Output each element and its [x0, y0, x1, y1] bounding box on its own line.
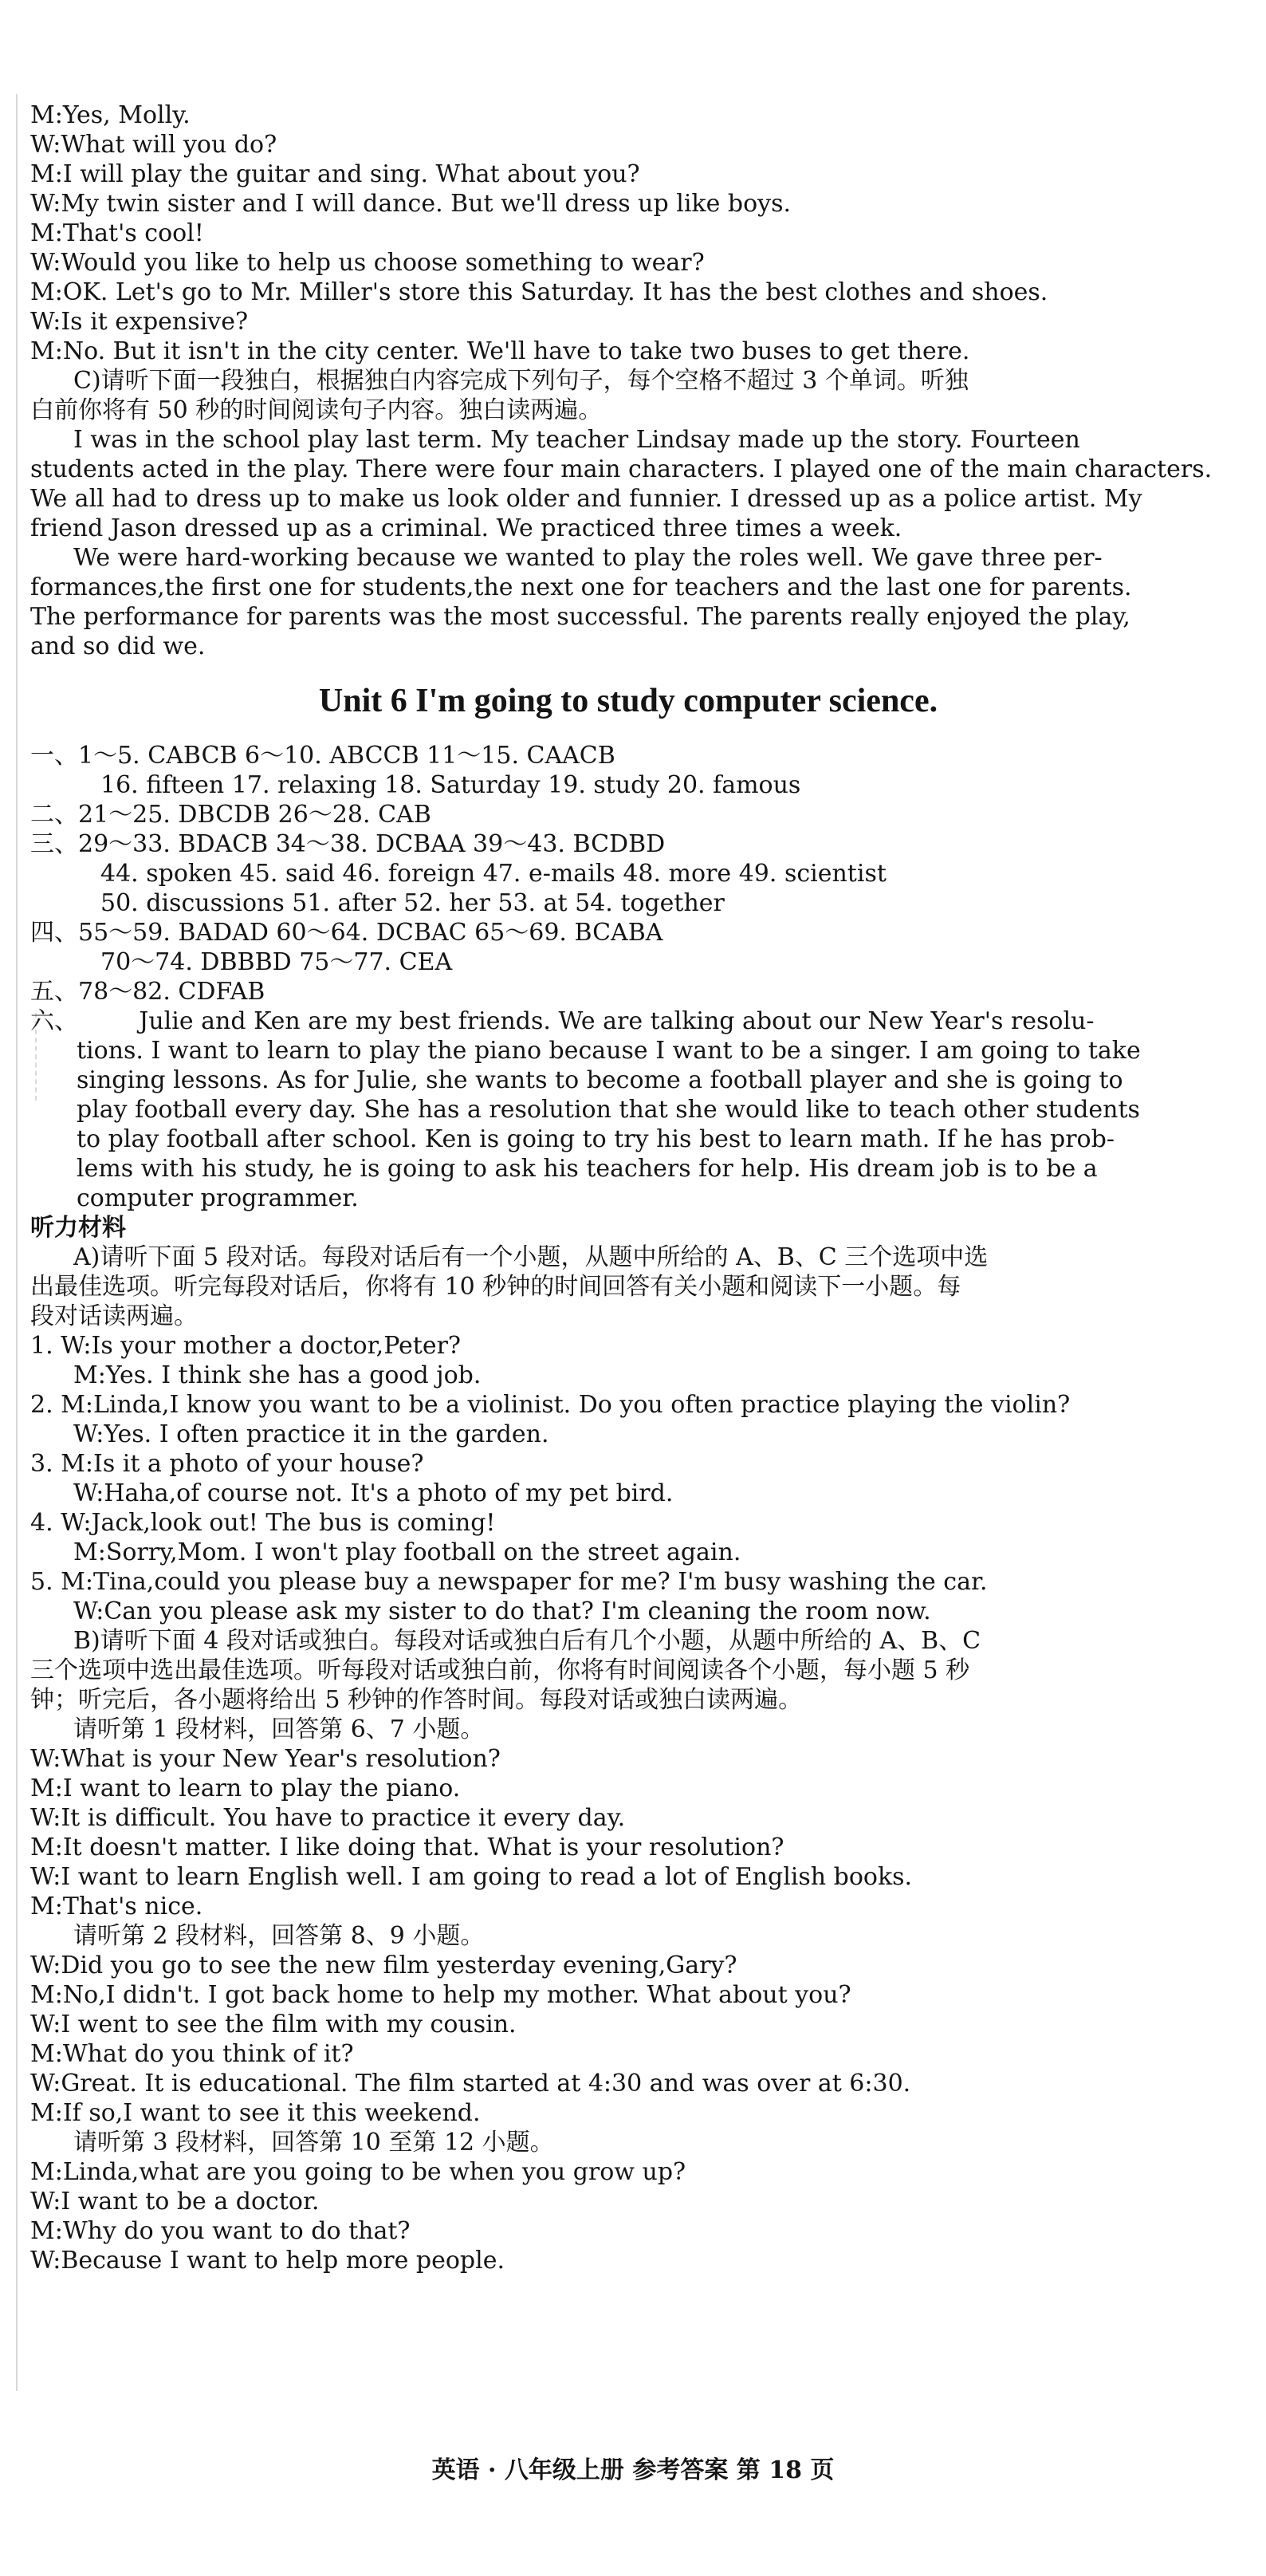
material-line: W:I want to be a doctor. — [30, 2188, 320, 2216]
answer-line: 44. spoken 45. said 46. foreign 47. e-mails 48. more 49. scientist — [100, 860, 887, 888]
monologue-line: I was in the school play last term. My teacher Lindsay made up the story. Fourteen — [73, 426, 1080, 454]
listening-line: 4. W:Jack,look out! The bus is coming! — [30, 1509, 496, 1537]
listening-line: W:Yes. I often practice it in the garden. — [73, 1420, 549, 1448]
material-heading: 请听第 2 段材料，回答第 8、9 小题。 — [73, 1922, 485, 1950]
monologue-line: We all had to dress up to make us look older and funnier. I dressed up as a police artist. My — [30, 485, 1142, 513]
listening-line: 1. W:Is your mother a doctor,Peter? — [30, 1332, 462, 1360]
material-line: W:I want to learn English well. I am going to read a lot of English books. — [30, 1863, 913, 1891]
page-content — [30, 100, 1226, 2275]
essay-line: to play football after school. Ken is going to try his best to learn math. If he has prob- — [77, 1125, 1115, 1153]
listening-line: 3. M:Is it a photo of your house? — [30, 1450, 424, 1478]
section-b-instruction: 三个选项中选出最佳选项。听每段对话或独白前，你将有时间阅读各个小题，每小题 5 秒 — [30, 1656, 970, 1684]
essay-line: lems with his study, he is going to ask his teachers for help. His dream job is to be a — [77, 1155, 1098, 1183]
material-line: M:I want to learn to play the piano. — [30, 1774, 461, 1802]
listening-line: W:Can you please ask my sister to do that? I'm cleaning the room now. — [73, 1597, 931, 1625]
material-line: M:Linda,what are you going to be when you grow up? — [30, 2158, 686, 2186]
monologue-line: friend Jason dressed up as a criminal. We practiced three times a week. — [30, 514, 902, 542]
essay-line: play football every day. She has a resolution that she would like to teach other students — [77, 1096, 1140, 1124]
answer-line: 二、21～25. DBCDB 26～28. CAB — [30, 801, 431, 829]
section-c — [30, 366, 1226, 661]
material-line: W:It is difficult. You have to practice it every day. — [30, 1804, 626, 1832]
listening-line: M:Sorry,Mom. I won't play football on the street again. — [73, 1538, 741, 1566]
material-line: W:Because I want to help more people. — [30, 2247, 505, 2275]
answer-line: 50. discussions 51. after 52. her 53. at 54. together — [100, 889, 725, 917]
material-line: M:What do you think of it? — [30, 2040, 354, 2068]
material-line: W:Did you go to see the new film yesterday evening,Gary? — [30, 1952, 737, 1979]
material-line: W:Great. It is educational. The film started at 4:30 and was over at 6:30. — [30, 2070, 911, 2097]
section-b — [30, 1626, 1226, 2275]
monologue-line: students acted in the play. There were four main characters. I played one of the main characters. — [30, 455, 1213, 483]
answer-line: 五、78～82. CDFAB — [30, 978, 265, 1006]
material-line: M:Why do you want to do that? — [30, 2217, 411, 2245]
section-b-instruction: B)请听下面 4 段对话或独白。每段对话或独白后有几个小题，从题中所给的 A、B、C — [73, 1627, 981, 1655]
section-six — [30, 1006, 1226, 1213]
answer-line: 四、55～59. BADAD 60～64. DCBAC 65～69. BCABA — [30, 919, 663, 947]
essay-line: computer programmer. — [77, 1184, 359, 1212]
dialog-line: W:Is it expensive? — [30, 308, 249, 336]
material-line: M:It doesn't matter. I like doing that. What is your resolution? — [30, 1834, 784, 1861]
dialog-line: M:I will play the guitar and sing. What about you? — [30, 160, 640, 188]
listening-line: W:Haha,of course not. It's a photo of my pet bird. — [73, 1479, 674, 1507]
section-six-text: Julie and Ken are my best friends. We are talking about our New Year's resolu- — [78, 1007, 1095, 1035]
dialog-line: M:No. But it isn't in the city center. We'll have to take two buses to get there. — [30, 337, 970, 365]
section-b-instruction: 钟；听完后，各小题将给出 5 秒钟的作答时间。每段对话或独白读两遍。 — [30, 1686, 803, 1714]
monologue-line: The performance for parents was the most successful. The parents really enjoyed the play, — [30, 603, 1130, 631]
section-a — [30, 1243, 1226, 1626]
material-line: W:What is your New Year's resolution? — [30, 1745, 501, 1773]
dialog-line: W:My twin sister and I will dance. But we'll dress up like boys. — [30, 190, 792, 218]
page-footer: 英语 · 八年级上册 参考答案 第 18 页 — [431, 2456, 835, 2484]
section-c-instruction: C)请听下面一段独白，根据独白内容完成下列句子，每个空格不超过 3 个单词。听独 — [73, 367, 969, 395]
essay-line: singing lessons. As for Julie, she wants to become a football player and she is going to — [77, 1066, 1123, 1094]
section-c-instruction: 白前你将有 50 秒的时间阅读句子内容。独白读两遍。 — [30, 396, 603, 424]
listening-line: M:Yes. I think she has a good job. — [73, 1361, 482, 1389]
section-six-label: 六、 — [30, 1007, 78, 1035]
dialog-line: W:What will you do? — [30, 131, 277, 159]
dialog-top — [30, 100, 1226, 366]
dialog-line: M:That's cool! — [30, 219, 204, 247]
binding-margin-line — [16, 94, 18, 2391]
dialog-line: M:OK. Let's go to Mr. Miller's store this Saturday. It has the best clothes and shoes. — [30, 278, 1048, 306]
answer-line: 一、1～5. CABCB 6～10. ABCCB 11～15. CAACB — [30, 742, 615, 770]
material-line: W:I went to see the film with my cousin. — [30, 2011, 517, 2038]
dialog-line: W:Would you like to help us choose something to wear? — [30, 249, 705, 277]
listening-heading: 听力材料 — [30, 1214, 126, 1242]
dialog-line: M:Yes, Molly. — [30, 101, 191, 129]
unit-title: Unit 6 I'm going to study computer science. — [318, 683, 938, 719]
material-heading: 请听第 3 段材料，回答第 10 至第 12 小题。 — [73, 2129, 554, 2157]
section-six-first-line — [30, 1006, 1226, 1036]
monologue-line: We were hard-working because we wanted to play the roles well. We gave three per- — [73, 544, 1103, 572]
monologue-line: formances,the first one for students,the next one for teachers and the last one for parents. — [30, 573, 1132, 601]
section-a-instruction: A)请听下面 5 段对话。每段对话后有一个小题，从题中所给的 A、B、C 三个选项中选 — [73, 1243, 989, 1271]
answer-line: 70～74. DBBBD 75～77. CEA — [100, 948, 453, 976]
section-a-instruction: 出最佳选项。听完每段对话后，你将有 10 秒钟的时间回答有关小题和阅读下一小题。每 — [30, 1273, 961, 1301]
material-line: M:If so,I want to see it this weekend. — [30, 2099, 481, 2127]
essay-line: tions. I want to learn to play the piano because I want to be a singer. I am going to take — [77, 1037, 1141, 1065]
material-line: M:No,I didn't. I got back home to help my mother. What about you? — [30, 1981, 851, 2009]
answers — [30, 741, 1226, 1006]
material-line: M:That's nice. — [30, 1893, 203, 1920]
material-heading: 请听第 1 段材料，回答第 6、7 小题。 — [73, 1715, 485, 1743]
listening-line: 5. M:Tina,could you please buy a newspaper for me? I'm busy washing the car. — [30, 1568, 988, 1596]
monologue-line: and so did we. — [30, 632, 206, 660]
listening-line: 2. M:Linda,I know you want to be a violinist. Do you often practice playing the violin? — [30, 1391, 1071, 1419]
answer-line: 三、29～33. BDACB 34～38. DCBAA 39～43. BCDBD — [30, 830, 666, 858]
section-a-instruction: 段对话读两遍。 — [30, 1302, 198, 1330]
answer-line: 16. fifteen 17. relaxing 18. Saturday 19. study 20. famous — [100, 771, 801, 799]
